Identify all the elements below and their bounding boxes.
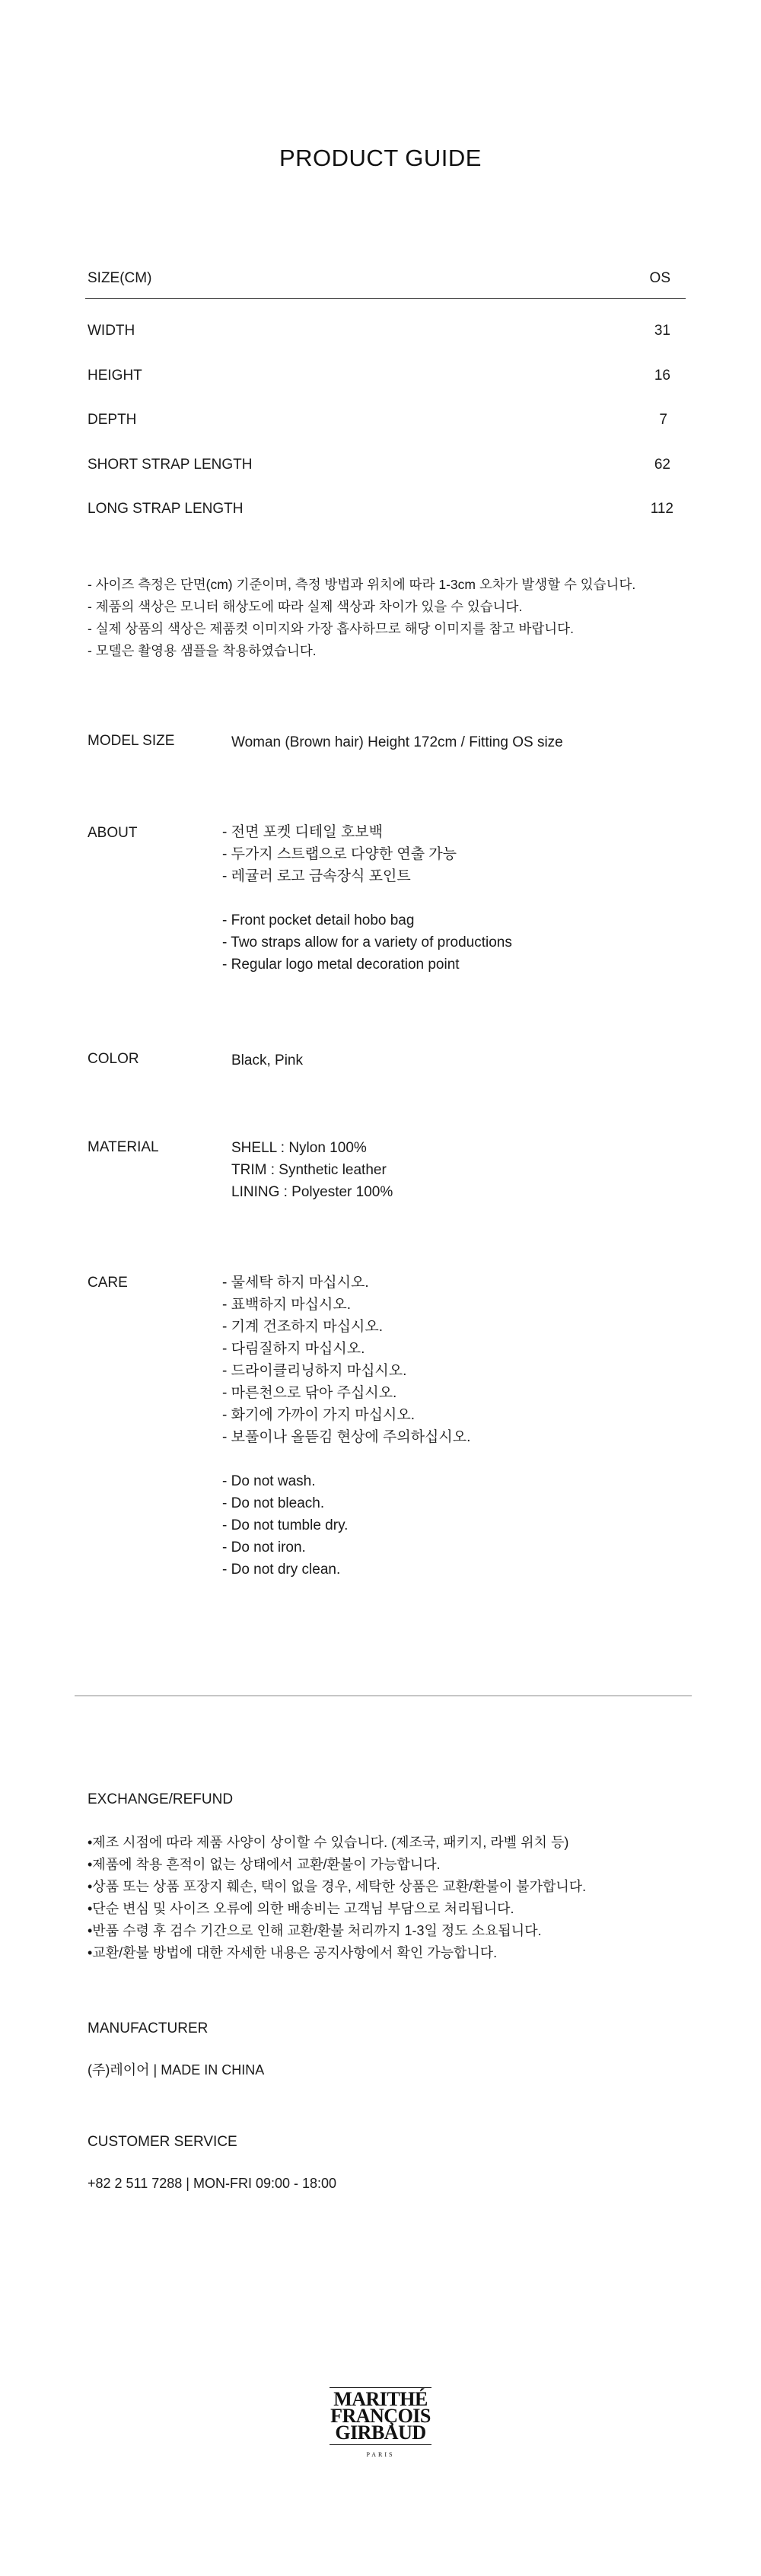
exchange-refund-label: EXCHANGE/REFUND [88, 1791, 234, 1807]
size-row-depth [88, 412, 681, 435]
note-line: - 실제 상품의 색상은 제품컷 이미지와 가장 흡사하므로 해당 이미지를 참고 바랍니다. [88, 621, 574, 636]
exchange-line: •제조 시점에 따라 제품 사양이 상이할 수 있습니다. (제조국, 패키지, 라벨 위치 등) [88, 1835, 569, 1850]
about-line: - 두가지 스트랩으로 다양한 연출 가능 [222, 846, 457, 862]
size-row-width [88, 323, 681, 345]
about-line: - Front pocket detail hobo bag [222, 912, 415, 928]
exchange-line: •상품 또는 상품 포장지 훼손, 택이 없을 경우, 세탁한 상품은 교환/환불이 불가합니다. [88, 1879, 587, 1894]
care-line: - 기계 건조하지 마십시오. [222, 1319, 383, 1335]
care-line: - 화기에 가까이 가지 마십시오. [222, 1407, 415, 1423]
care-line: - 물세탁 하지 마십시오. [222, 1275, 369, 1291]
about-text [222, 821, 512, 976]
logo-paris: PARIS [366, 2451, 395, 2458]
customer-service-label: CUSTOMER SERVICE [88, 2134, 237, 2150]
color-value: Black, Pink [231, 1052, 303, 1068]
exchange-line: •단순 변심 및 사이즈 오류에 의한 배송비는 고객님 부담으로 처리됩니다. [88, 1901, 514, 1916]
care-line: - 마른천으로 닦아 주십시오. [222, 1385, 397, 1401]
care-line: - 표백하지 마십시오. [222, 1297, 351, 1313]
care-line: - 다림질하지 마십시오. [222, 1341, 365, 1357]
care-line: - 보풀이나 올뜯김 현상에 주의하십시오. [222, 1429, 471, 1445]
size-row-height [88, 368, 681, 390]
size-row-label: WIDTH [88, 323, 135, 339]
size-notes [88, 574, 696, 662]
exchange-refund-text [88, 1832, 712, 1964]
care-text [222, 1272, 470, 1581]
exchange-line: •제품에 착용 흔적이 없는 상태에서 교환/환불이 가능합니다. [88, 1857, 441, 1872]
size-row-value: 112 [650, 501, 673, 517]
model-size-label: MODEL SIZE [88, 733, 175, 749]
size-row-label: HEIGHT [88, 368, 142, 384]
care-line: - 드라이클리닝하지 마십시오. [222, 1363, 407, 1379]
note-line: - 제품의 색상은 모니터 해상도에 따라 실제 색상과 차이가 있을 수 있습니다. [88, 599, 523, 614]
size-row-value: 16 [654, 368, 670, 384]
exchange-line: •교환/환불 방법에 대한 자세한 내용은 공지사항에서 확인 가능합니다. [88, 1945, 498, 1960]
material-line: SHELL : Nylon 100% [231, 1140, 367, 1156]
material-line: TRIM : Synthetic leather [231, 1162, 387, 1178]
size-header-value: OS [649, 270, 670, 286]
logo-line: GIRBAUD [335, 2422, 426, 2444]
about-line: - 레귤러 로고 금속장식 포인트 [222, 868, 411, 884]
size-header-label: SIZE(CM) [88, 270, 152, 286]
material-line: LINING : Polyester 100% [231, 1184, 393, 1200]
material-label: MATERIAL [88, 1139, 159, 1155]
note-line: - 모델은 촬영용 샘플을 착용하였습니다. [88, 643, 317, 658]
care-line: - Do not wash. [222, 1473, 316, 1489]
size-row-long-strap [88, 501, 681, 524]
color-label: COLOR [88, 1051, 139, 1067]
care-line: - Do not dry clean. [222, 1562, 341, 1578]
page-title: PRODUCT GUIDE [279, 145, 482, 171]
customer-service-value: +82 2 511 7288 | MON-FRI 09:00 - 18:00 [88, 2176, 337, 2191]
logo-line: MARITHÉ [333, 2388, 428, 2410]
care-line: - Do not iron. [222, 1540, 306, 1555]
about-line: - Regular logo metal decoration point [222, 957, 460, 973]
size-table-header [88, 270, 681, 293]
brand-logo [320, 2387, 441, 2471]
logo-line: FRANÇOIS [330, 2405, 431, 2427]
size-table-divider [85, 298, 686, 299]
about-label: ABOUT [88, 825, 138, 841]
manufacturer-value: (주)레이어 | MADE IN CHINA [88, 2062, 265, 2078]
care-line: - Do not tumble dry. [222, 1517, 349, 1533]
manufacturer-label: MANUFACTURER [88, 2020, 209, 2036]
care-label: CARE [88, 1275, 128, 1291]
size-row-value: 7 [659, 412, 667, 428]
size-row-label: LONG STRAP LENGTH [88, 501, 244, 517]
size-row-label: SHORT STRAP LENGTH [88, 457, 253, 473]
material-value [231, 1137, 393, 1203]
care-line: - Do not bleach. [222, 1495, 325, 1511]
size-row-short-strap [88, 457, 681, 479]
about-line: - Two straps allow for a variety of productions [222, 935, 512, 950]
size-row-value: 62 [654, 457, 670, 473]
size-row-label: DEPTH [88, 412, 137, 428]
exchange-line: •반품 수령 후 검수 기간으로 인해 교환/환불 처리까지 1-3일 정도 소요됩니다. [88, 1923, 542, 1938]
model-size-value: Woman (Brown hair) Height 172cm / Fitting OS size [231, 734, 563, 750]
about-line: - 전면 포켓 디테일 호보백 [222, 824, 383, 840]
note-line: - 사이즈 측정은 단면(cm) 기준이며, 측정 방법과 위치에 따라 1-3cm 오차가 발생할 수 있습니다. [88, 577, 636, 592]
size-row-value: 31 [654, 323, 670, 339]
